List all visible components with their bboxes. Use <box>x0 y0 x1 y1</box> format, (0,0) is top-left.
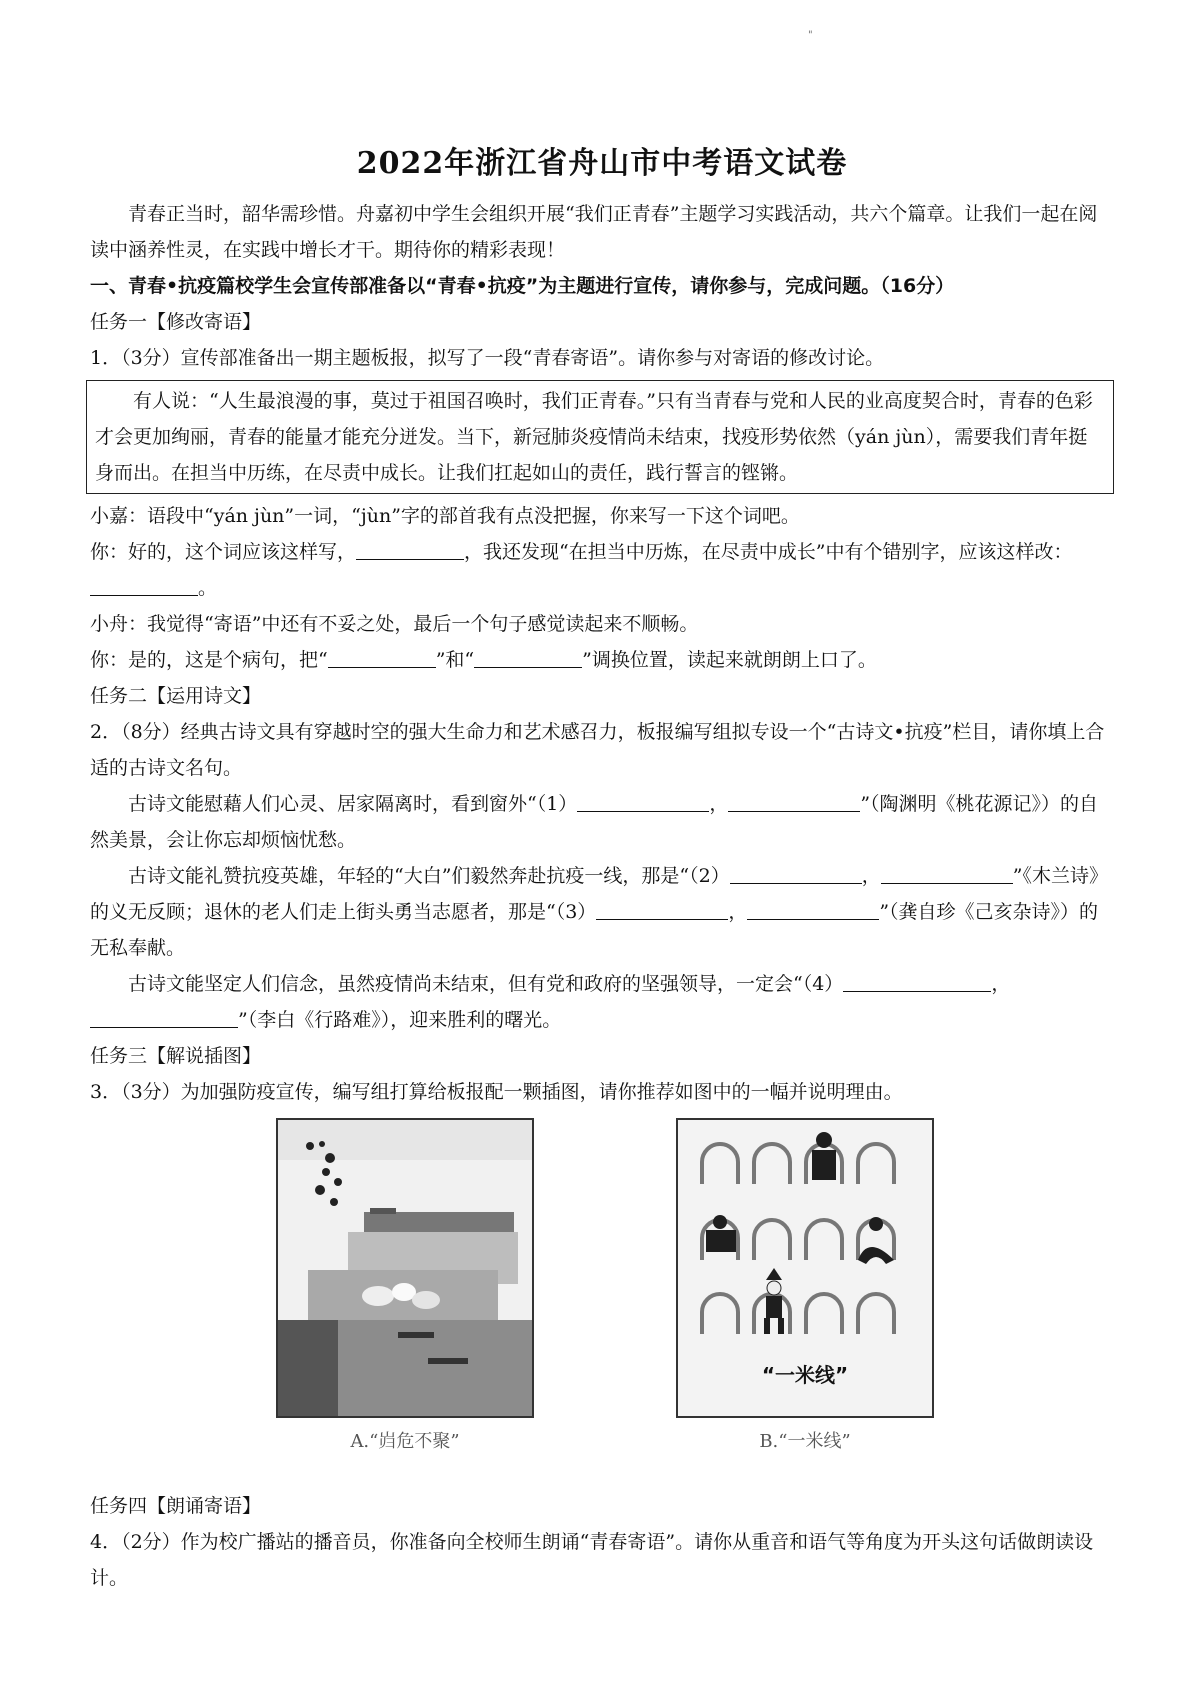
illustration-options <box>90 1118 1114 1488</box>
task-four-label: 任务四【朗诵寄语】 <box>90 1495 262 1517</box>
illustration-b-caption: B.“一米线” <box>759 1431 851 1452</box>
dialog-text: ”调换位置，读起来就朗朗上口了。 <box>582 649 877 671</box>
task-two-label: 任务二【运用诗文】 <box>90 685 262 707</box>
task-one-label: 任务一【修改寄语】 <box>90 311 262 333</box>
youth-message-text: 有人说：“人生最浪漫的事，莫过于祖国召唤时，我们正青春。”只有当青春与党和人民的业高度契合时，青春的色彩才会更加绚丽，青春的能量才能充分迸发。当下，新冠肺炎疫情尚未结束，找疫形势依然（yán jùn），需要我们青年挺身而出。在担当中历练，在尽责中成长。让我们扛起如山的责任，践行誓言的铿锵。 <box>95 390 1093 484</box>
page-title: 2022年浙江省舟山市中考语文试卷 <box>356 146 848 181</box>
section-one-heading: 一、青春•抗疫篇校学生会宣传部准备以“青春•抗疫”为主题进行宣传，请你参与，完成问题。（16分） <box>90 275 955 297</box>
illustration-a-image <box>276 1118 534 1418</box>
answer-blank-2a[interactable] <box>730 863 862 884</box>
illustration-a-caption: A.“岿危不聚” <box>350 1431 460 1452</box>
paragraph-text: ”《木兰诗》的义无反顾；退休的老人们走上街头勇当志愿者，那是“（3） <box>90 865 1108 923</box>
illustration-b[interactable] <box>676 1118 934 1454</box>
intro-paragraph: 青春正当时，韶华需珍惜。舟嘉初中学生会组织开展“我们正青春”主题学习实践活动，共六个篇章。让我们一起在阅读中涵养性灵，在实践中增长才干。期待你的精彩表现！ <box>90 203 1098 261</box>
paragraph-text: ”（李白《行路难》），迎来胜利的曙光。 <box>238 1009 562 1031</box>
dialog-text: ，我还发现“在担当中历炼，在尽责中成长”中有个错别字，应该这样改： <box>464 541 1073 563</box>
header-mark: " <box>808 30 813 41</box>
paragraph-text: 古诗文能礼赞抗疫英雄，年轻的“大白”们毅然奔赴抗疫一线，那是“（2） <box>128 865 730 887</box>
illustration-b-sign: “一米线” <box>761 1363 849 1387</box>
answer-blank-1b[interactable] <box>728 791 860 812</box>
separator: ， <box>728 901 748 923</box>
youth-message-box <box>86 380 1114 494</box>
dialog-text: 。 <box>198 577 218 599</box>
paragraph-text: 古诗文能慰藉人们心灵、居家隔离时，看到窗外“（1） <box>128 793 578 815</box>
answer-blank-correction[interactable] <box>90 575 198 596</box>
paragraph-text: ”（陶渊明《桃花源记》）的自然美景，会让你忘却烦恼忧愁。 <box>90 793 1099 851</box>
separator: ， <box>861 865 881 887</box>
answer-blank-3a[interactable] <box>596 899 728 920</box>
question-4: 4．（2分）作为校广播站的播音员，你准备向全校师生朗诵“青春寄语”。请你从重音和语气等角度为开头这句话做朗读设计。 <box>90 1531 1094 1589</box>
separator: ， <box>709 793 729 815</box>
answer-blank-word[interactable] <box>356 539 464 560</box>
poem-paragraph-1 <box>90 786 1114 858</box>
answer-blank-swap-2[interactable] <box>474 647 582 668</box>
illustration-a-drawing <box>278 1120 532 1416</box>
dialog-line-xiaozhou: 小舟：我觉得“寄语”中还有不妥之处，最后一个句子感觉读起来不顺畅。 <box>90 613 699 635</box>
answer-blank-4a[interactable] <box>843 971 991 992</box>
illustration-a[interactable] <box>276 1118 534 1454</box>
dialog-text: 你：是的，这是个病句，把“ <box>90 649 328 671</box>
poem-paragraph-3 <box>90 966 1114 1038</box>
task-three-label: 任务三【解说插图】 <box>90 1045 262 1067</box>
illustration-b-drawing <box>678 1120 932 1416</box>
poem-paragraph-2 <box>90 858 1114 966</box>
dialog-line-xiaojia: 小嘉：语段中“yán jùn”一词，“jùn”字的部首我有点没把握，你来写一下这个词吧。 <box>90 505 800 527</box>
dialog-line-you-1 <box>90 534 1114 606</box>
answer-blank-3b[interactable] <box>747 899 879 920</box>
answer-blank-1a[interactable] <box>577 791 709 812</box>
dialog-line-you-2 <box>90 642 1114 678</box>
question-3: 3．（3分）为加强防疫宣传，编写组打算给板报配一颗插图，请你推荐如图中的一幅并说明理由。 <box>90 1081 903 1103</box>
question-2: 2．（8分）经典古诗文具有穿越时空的强大生命力和艺术感召力，板报编写组拟专设一个“古诗文•抗疫”栏目，请你填上合适的古诗文名句。 <box>90 721 1105 779</box>
answer-blank-swap-1[interactable] <box>328 647 436 668</box>
illustration-b-image <box>676 1118 934 1418</box>
paragraph-text: ”（龚自珍《己亥杂诗》）的无私奉献。 <box>90 901 1099 959</box>
answer-blank-2b[interactable] <box>881 863 1013 884</box>
separator: ， <box>991 973 1011 995</box>
dialog-text: 你：好的，这个词应该这样写， <box>90 541 357 563</box>
paragraph-text: 古诗文能坚定人们信念，虽然疫情尚未结束，但有党和政府的坚强领导，一定会“（4） <box>128 973 844 995</box>
dialog-text: ”和“ <box>435 649 475 671</box>
answer-blank-4b[interactable] <box>90 1007 238 1028</box>
question-1: 1．（3分）宣传部准备出一期主题板报，拟写了一段“青春寄语”。请你参与对寄语的修改讨论。 <box>90 347 885 369</box>
